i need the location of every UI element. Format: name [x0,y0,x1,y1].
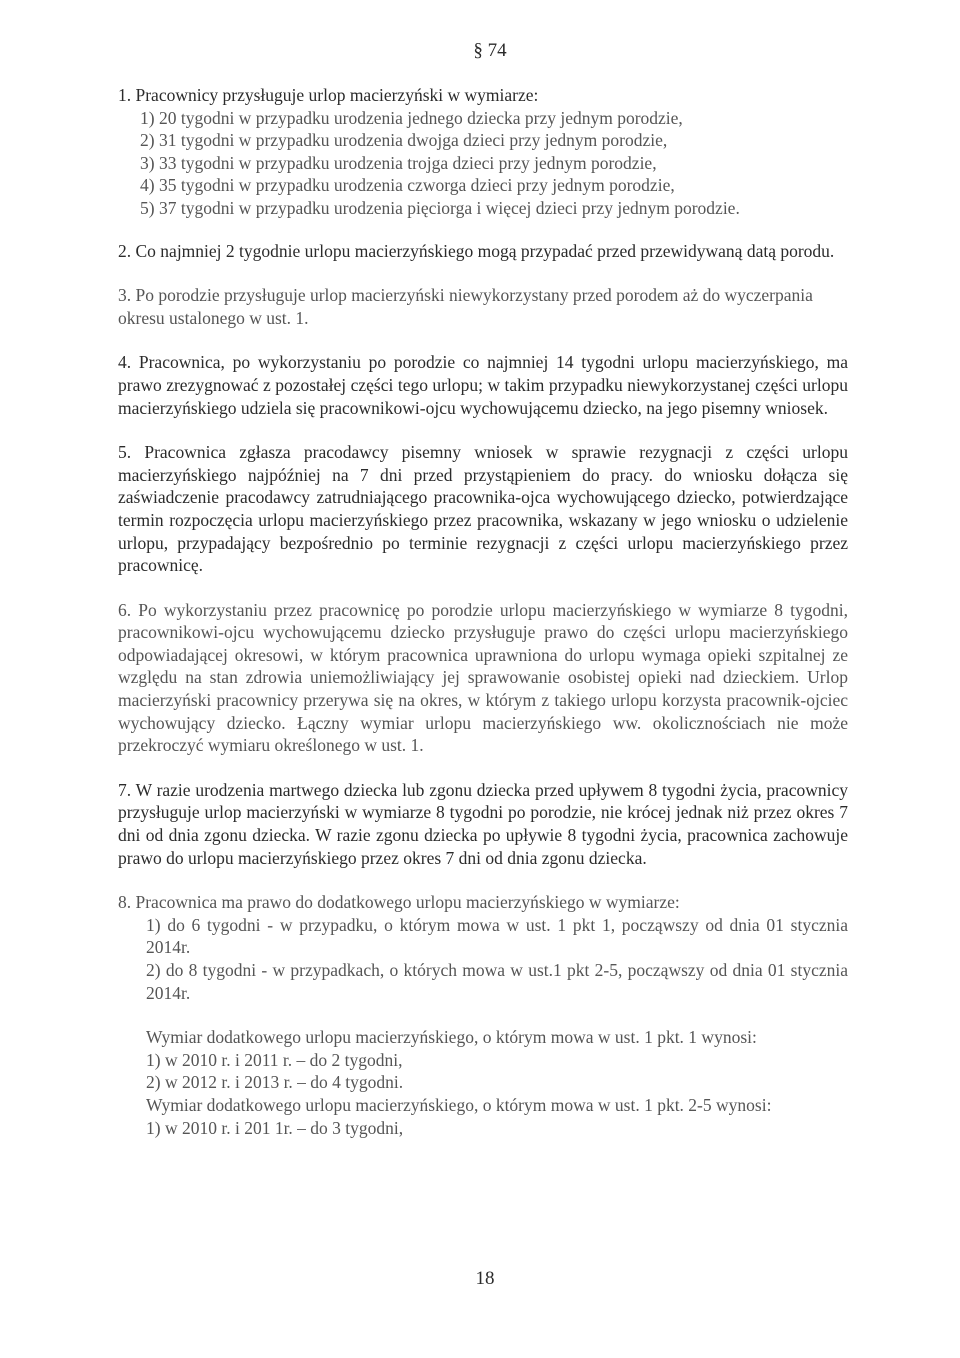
section-5: 5. Pracownica zgłasza pracodawcy pisemny wniosek w sprawie rezygnacji z części urlopu macierzyńskiego najpóźniej na 7 dni przed przystąpieniem do pracy. do wniosku dołącza się zaświadczenie pracodawcy zatrudniającego pracownika-ojca wychowującego dziecko, potwierdzające termin rozpoczęcia urlopu macierzyńskiego przez pracownika, wskazany w jego wniosku o udzielenie urlopu, przypadający bezpośrednio po terminie rezygnacji z części urlopu macierzyńskiego przez pracownicę. [118,442,848,576]
wymiar-1-list [118,1049,848,1094]
section-1-intro: 1. Pracownicy przysługuje urlop macierzyński w wymiarze: [118,85,539,105]
list-item: 1) 20 tygodni w przypadku urodzenia jednego dziecka przy jednym porodzie, [140,107,683,128]
section-1 [118,84,848,220]
section-8-list [118,914,848,1004]
list-item: 1) w 2010 r. i 201 1r. – do 3 tygodni, [146,1117,404,1138]
wymiar-2-intro: Wymiar dodatkowego urlopu macierzyńskiego, o którym mowa w ust. 1 pkt. 2-5 wynosi: [146,1094,772,1115]
wymiar-1-intro: Wymiar dodatkowego urlopu macierzyńskiego, o którym mowa w ust. 1 pkt. 1 wynosi: [146,1027,757,1048]
section-8-intro: 8. Pracownica ma prawo do dodatkowego urlopu macierzyńskiego w wymiarze: [118,892,680,913]
section-6: 6. Po wykorzystaniu przez pracownicę po porodzie urlopu macierzyńskiego w wymiarze 8 tygodni, pracownikowi-ojcu wychowującemu dziecko przysługuje prawo do części urlopu macierzyńskiego odpowiadającej okresowi, w którym pracownica uprawniona do urlopu wymaga opieki szpitalnej ze względu na stan zdrowia uniemożliwiający jej sprawowanie osobistej opieki nad dzieckiem. Urlop macierzyński pracownicy przerywa się na okres, w którym z takiego urlopu korzysta pracownik-ojciec wychowujący dziecko. Łączny wymiar urlopu macierzyńskiego ww. okolicznościach nie może przekroczyć wymiaru określonego w ust. 1. [118,599,848,756]
list-item: 2) w 2012 r. i 2013 r. – do 4 tygodni. [146,1072,404,1093]
section-4: 4. Pracownica, po wykorzystaniu po porodzie co najmniej 14 tygodni urlopu macierzyńskiego, ma prawo zrezygnować z pozostałej części tego urlopu; w takim przypadku niewykorzystanej części urlopu macierzyńskiego udziela się pracownikowi-ojcu wychowującemu dziecko, na jego pisemny wniosek. [118,352,848,418]
section-7: 7. W razie urodzenia martwego dziecka lub zgonu dziecka przed upływem 8 tygodni życia, pracownicy przysługuje urlop macierzyński w wymiarze 8 tygodni po porodzie, nie krócej jednak niż przez okres 7 dni od dnia zgonu dziecka. W razie zgonu dziecka po upływie 8 tygodni życia, pracownica zachowuje prawo do urlopu macierzyńskiego przez okres 7 dni od dnia zgonu dziecka. [118,779,848,868]
page-number: 18 [475,1268,495,1289]
document-body [118,84,848,1161]
list-item: 1) w 2010 r. i 2011 r. – do 2 tygodni, [146,1049,403,1070]
list-item: 3) 33 tygodni w przypadku urodzenia trojga dzieci przy jednym porodzie, [140,152,657,173]
paragraph-heading: § 74 [473,40,507,61]
list-item: 2) do 8 tygodni - w przypadkach, o których mowa w ust.1 pkt 2-5, począwszy od dnia 01 stycznia 2014r. [146,960,848,1003]
list-item: 5) 37 tygodni w przypadku urodzenia pięciorga i więcej dzieci przy jednym porodzie. [140,197,740,218]
list-item: 2) 31 tygodni w przypadku urodzenia dwojga dzieci przy jednym porodzie, [140,130,668,151]
list-item: 1) do 6 tygodni - w przypadku, o którym mowa w ust. 1 pkt 1, począwszy od dnia 01 stycznia 2014r. [146,914,848,958]
section-8 [118,891,848,1139]
section-1-list [118,107,848,220]
list-item: 4) 35 tygodni w przypadku urodzenia czworga dzieci przy jednym porodzie, [140,175,675,196]
wymiar-2-list [118,1117,848,1140]
section-2: 2. Co najmniej 2 tygodnie urlopu macierzyńskiego mogą przypadać przed przewidywaną datą porodu. [118,240,835,261]
section-3: 3. Po porodzie przysługuje urlop macierzyński niewykorzystany przed porodem aż do wyczerpania okresu ustalonego w ust. 1. [118,285,813,328]
